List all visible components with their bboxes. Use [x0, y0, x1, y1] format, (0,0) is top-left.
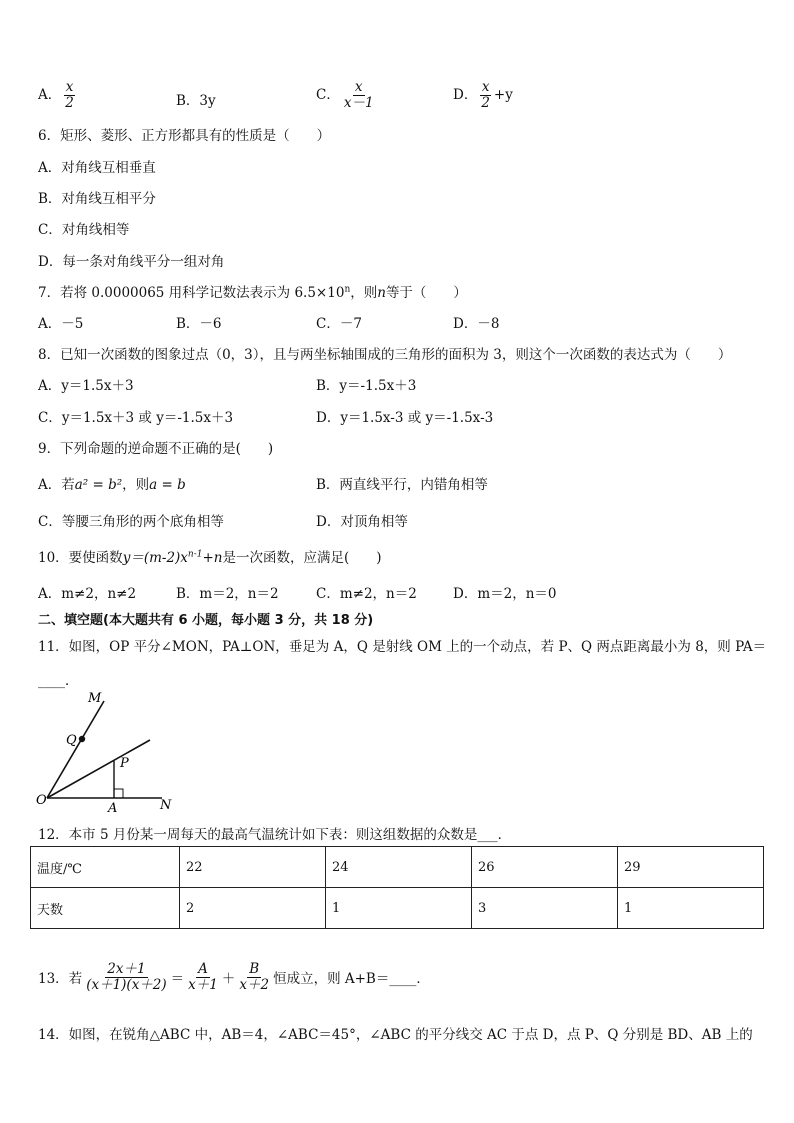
q9-option-d: D．对顶角相等 — [316, 514, 408, 530]
temperature-table — [30, 846, 764, 929]
q6-option-a: A．对角线互相垂直 — [38, 160, 156, 176]
ray-op — [47, 740, 150, 798]
q11-stem: 11．如图，OP 平分∠MON，PA⊥ON，垂足为 A，Q 是射线 OM 上的一个动点，若 P、Q 两点距离最小为 8，则 PA＝ — [38, 639, 767, 655]
q10-option-b: B．m＝2，n＝2 — [176, 586, 279, 602]
q13-stem: 13．若 $\frac{2x+1}{(x+1)(x+2)}$ ＝ $\frac{A}{x+1}$ ＋ $\frac{B}{x+2}$ 恒成立，则 A+B＝____． — [38, 961, 430, 993]
q10-option-d: D．m＝2，n＝0 — [453, 586, 557, 602]
q10-option-a: A．m≠2，n≠2 — [38, 586, 137, 602]
table-cell: 1 — [618, 888, 764, 929]
table-cell: 22 — [180, 847, 326, 888]
table-cell: 2 — [180, 888, 326, 929]
q6-option-d: D．每一条对角线平分一组对角 — [38, 254, 225, 270]
table-cell: 26 — [472, 847, 618, 888]
label-m: M — [88, 691, 102, 706]
q8-option-a: A．y＝1.5x＋3 — [38, 378, 134, 394]
table-cell: 天数 — [31, 888, 180, 929]
q6-option-c: C．对角线相等 — [38, 222, 130, 238]
q7-option-a: A．－5 — [38, 316, 84, 332]
q9-option-b: B．两直线平行，内错角相等 — [316, 477, 488, 493]
q10-option-c: C．m≠2，n＝2 — [316, 586, 417, 602]
q7-option-d: D．－8 — [453, 316, 500, 332]
q8-option-c: C．y＝1.5x＋3 或 y＝-1.5x＋3 — [38, 410, 234, 426]
q5-option-c: C． $\frac{x}{x-1}$ — [316, 79, 374, 111]
q7-stem: 7．若将 0.0000065 用科学记数法表示为 $6.5\times 10^n$，则n等于（ ） — [38, 284, 467, 301]
q11-blank: ____． — [38, 673, 79, 689]
q5-option-b: B．3y — [176, 93, 216, 109]
q7-option-b: B．－6 — [176, 316, 222, 332]
q6-stem: 6．矩形、菱形、正方形都具有的性质是（ ） — [38, 128, 331, 144]
label-a: A — [108, 801, 118, 813]
q8-option-d: D．y＝1.5x-3 或 y＝-1.5x-3 — [316, 410, 494, 426]
q7-option-c: C．－7 — [316, 316, 362, 332]
label-o: O — [36, 793, 47, 808]
q9-stem: 9．下列命题的逆命题不正确的是( ) — [38, 441, 274, 457]
q8-option-b: B．y＝-1.5x＋3 — [316, 378, 417, 394]
q14-stem: 14．如图，在锐角△ABC 中，AB＝4，∠ABC＝45°，∠ABC 的平分线交 AC 于点 D，点 P、Q 分别是 BD、AB 上的 — [38, 1027, 753, 1043]
q8-stem: 8．已知一次函数的图象过点（0，3），且与两坐标轴围成的三角形的面积为 3，则这个一次函数的表达式为（ ） — [38, 347, 732, 363]
q11-angle-diagram — [30, 688, 190, 813]
q5-option-a: A． $\frac{x}{2}$ — [38, 79, 74, 111]
q6-option-b: B．对角线互相平分 — [38, 191, 156, 207]
table-cell: 29 — [618, 847, 764, 888]
table-cell: 温度/℃ — [31, 847, 180, 888]
right-angle-mark — [114, 789, 123, 798]
q9-option-a: A．若a² = b²，则a = b — [38, 477, 186, 493]
table-row — [31, 847, 764, 888]
point-q — [79, 736, 85, 742]
q10-stem: 10．要使函数$y=(m-2)x^{n-1}+n$是一次函数，应满足( ) — [38, 549, 382, 566]
ray-om — [47, 701, 104, 798]
table-cell: 1 — [326, 888, 472, 929]
section-heading: 二、填空题(本大题共有 6 小题，每小题 3 分，共 18 分) — [38, 613, 374, 628]
label-n: N — [160, 798, 172, 813]
q5-option-d: D． $\frac{x}{2}$ +y — [453, 79, 513, 111]
q12-stem: 12．本市 5 月份某一周每天的最高气温统计如下表：则这组数据的众数是___． — [38, 827, 512, 843]
label-q: Q — [66, 733, 77, 748]
table-cell: 24 — [326, 847, 472, 888]
table-row — [31, 888, 764, 929]
table-cell: 3 — [472, 888, 618, 929]
label-p: P — [120, 756, 129, 771]
q9-option-c: C．等腰三角形的两个底角相等 — [38, 514, 224, 530]
